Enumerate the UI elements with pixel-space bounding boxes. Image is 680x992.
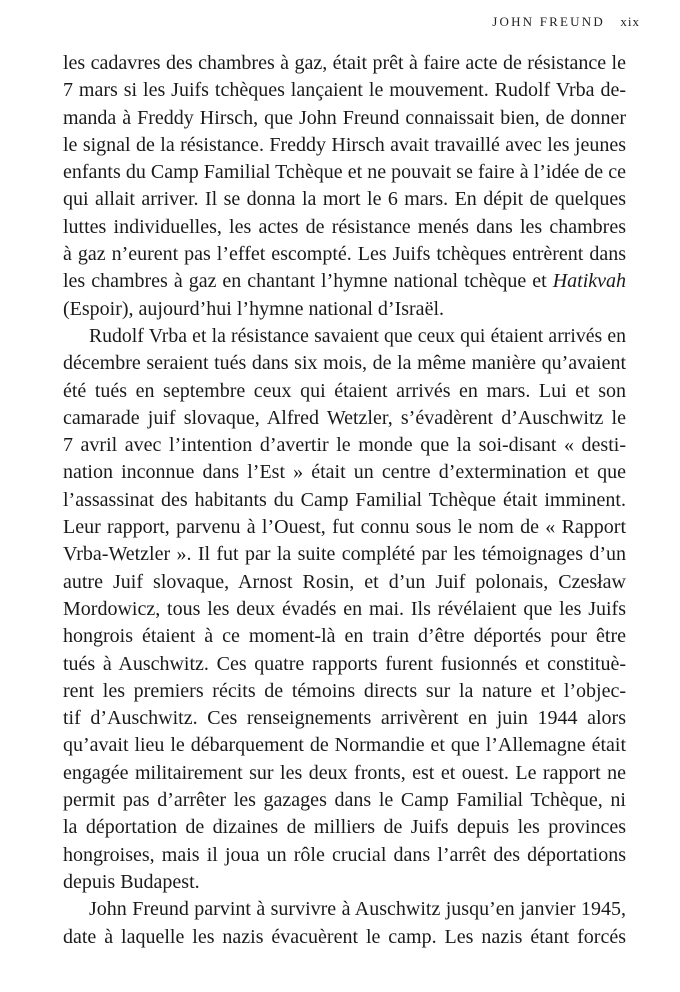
text-line: camarade juif slovaque, Alfred Wetzler, s’évadèrent d’Auschwitz le xyxy=(63,406,626,429)
text-line: depuis Budapest. xyxy=(63,870,200,893)
paragraph xyxy=(63,896,626,951)
text-line: engagée militairement sur les deux fronts, est et ouest. Le rapport ne xyxy=(63,761,626,784)
text-line: tués à Auschwitz. Ces quatre rapports furent fusionnés et constituè- xyxy=(63,652,626,675)
paragraph xyxy=(63,50,626,323)
text-line: enfants du Camp Familial Tchèque et ne pouvait se faire à l’idée de ce xyxy=(63,161,626,184)
text-line: Mordowicz, tous les deux évadés en mai. Ils révélaient que les Juifs xyxy=(63,597,626,620)
text-line: tif d’Auschwitz. Ces renseignements arrivèrent en juin 1944 alors xyxy=(63,707,626,730)
text-line: John Freund parvint à survivre à Auschwitz jusqu’en janvier 1945, xyxy=(89,898,626,921)
text-line: les chambres à gaz en chantant l’hymne national tchèque et Hatikvah xyxy=(63,270,626,293)
text-line: autre Juif slovaque, Arnost Rosin, et d’un Juif polonais, Czesław xyxy=(63,570,626,593)
page-number: xix xyxy=(620,14,640,29)
text-line: été tués en septembre ceux qui étaient arrivés en mars. Lui et son xyxy=(63,379,626,402)
text-line: les cadavres des chambres à gaz, était prêt à faire acte de résistance le xyxy=(63,52,626,74)
text-line: 7 mars si les Juifs tchèques lançaient le mouvement. Rudolf Vrba de- xyxy=(63,79,626,102)
text-line: qu’avait lieu le débarquement de Normandie et que l’Allemagne était xyxy=(63,734,626,757)
text-line: le signal de la résistance. Freddy Hirsch avait travaillé avec les jeunes xyxy=(63,133,626,156)
text-line: l’assassinat des habitants du Camp Familial Tchèque était imminent. xyxy=(63,488,626,511)
running-title: JOHN FREUND xyxy=(492,14,605,29)
text-line: qui allait arriver. Il se donna la mort le 6 mars. En dépit de quelques xyxy=(63,188,626,211)
text-line: nation inconnue dans l’Est » était un centre d’extermination et que xyxy=(63,461,626,484)
text-line: Leur rapport, parvenu à l’Ouest, fut connu sous le nom de « Rapport xyxy=(63,516,626,539)
paragraph xyxy=(63,323,626,896)
text-line: décembre seraient tués dans six mois, de la même manière qu’avaient xyxy=(63,352,626,375)
text-line: la déportation de dizaines de milliers de Juifs depuis les provinces xyxy=(63,816,626,839)
text-line: hongrois étaient à ce moment-là en train d’être déportés pour être xyxy=(63,625,626,648)
text-line: hongroises, mais il joua un rôle crucial dans l’arrêt des déportations xyxy=(63,843,626,866)
running-head xyxy=(492,14,640,30)
text-line: manda à Freddy Hirsch, que John Freund connaissait bien, de donner xyxy=(63,106,626,129)
text-line: rent les premiers récits de témoins directs sur la nature et l’objec- xyxy=(63,679,626,702)
text-line: Rudolf Vrba et la résistance savaient que ceux qui étaient arrivés en xyxy=(89,324,626,347)
text-line: Vrba-Wetzler ». Il fut par la suite complété par les témoignages d’un xyxy=(63,543,626,566)
text-line: permit pas d’arrêter les gazages dans le Camp Familial Tchèque, ni xyxy=(63,789,626,812)
body-text xyxy=(63,50,626,951)
text-line: (Espoir), aujourd’hui l’hymne national d’Israël. xyxy=(63,297,444,320)
text-line: 7 avril avec l’intention d’avertir le monde que la soi-disant « desti- xyxy=(63,434,626,457)
text-line: à gaz n’eurent pas l’effet escompté. Les Juifs tchèques entrèrent dans xyxy=(63,243,626,266)
text-line: luttes individuelles, les actes de résistance menés dans les chambres xyxy=(63,215,626,238)
text-line: date à laquelle les nazis évacuèrent le camp. Les nazis étant forcés xyxy=(63,925,626,948)
